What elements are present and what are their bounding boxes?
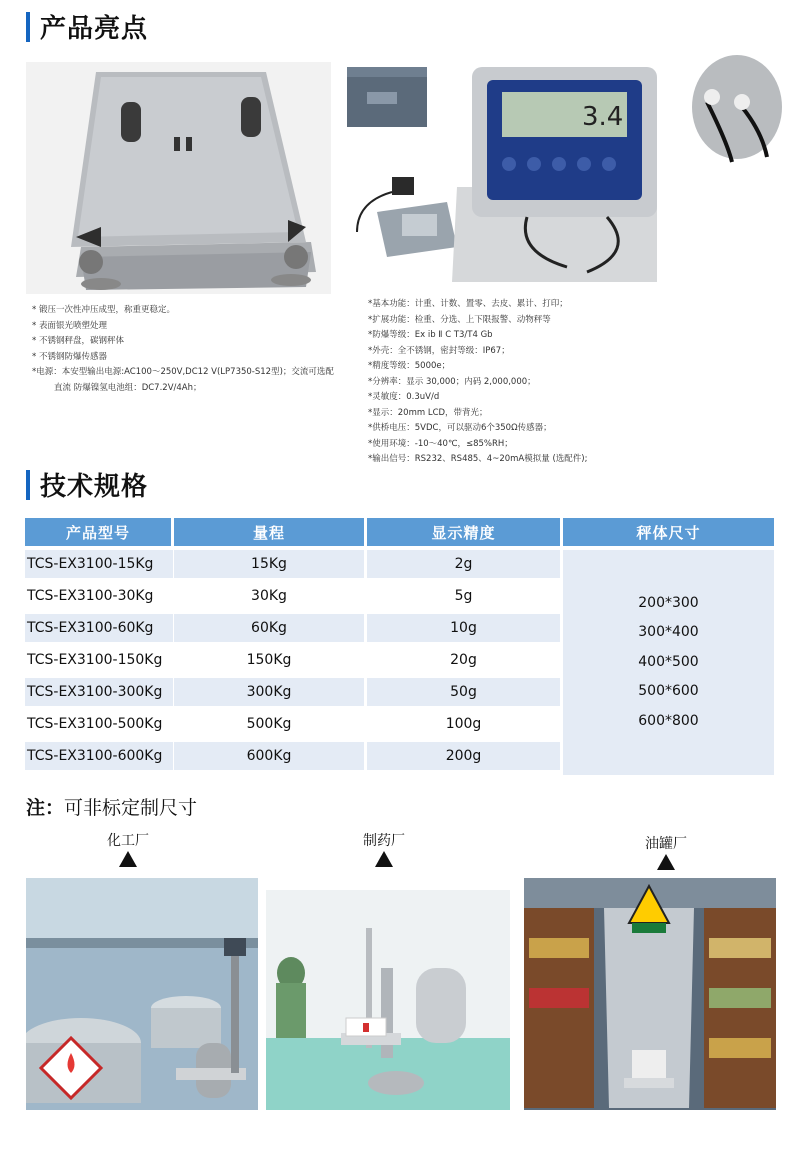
- feature-item: *分辨率：显示 30,000；内码 2,000,000；: [368, 376, 536, 387]
- note-prefix: 注：: [26, 797, 65, 819]
- feature-list-left: [32, 303, 334, 396]
- model-cell: TCS-EX3100-30Kg: [25, 582, 173, 610]
- feature-item: *扩展功能：检重、分选、上下限报警、动物秤等: [368, 314, 551, 325]
- feature-item: *供桥电压：5VDC，可以驱动6个350Ω传感器；: [368, 423, 552, 433]
- model-cell: TCS-EX3100-60Kg: [25, 614, 173, 642]
- precision-cell: 50g: [367, 678, 560, 706]
- capacity-cell: 150Kg: [174, 646, 364, 674]
- feature-item: *显示：20mm LCD，带背光；: [368, 407, 488, 418]
- table-header-precision: 显示精度: [367, 518, 560, 546]
- oil-tank-plant-image: [524, 878, 776, 1110]
- weighing-indicator-image: [337, 52, 782, 282]
- capacity-cell: 15Kg: [174, 550, 364, 578]
- feature-item: *防爆等级：Ex ib Ⅱ C T3/T4 Gb: [368, 330, 493, 340]
- model-cell: TCS-EX3100-500Kg: [25, 710, 173, 738]
- pointer-triangle-icon: [375, 851, 393, 867]
- feature-item: *使用环境：-10～40℃，≤85%RH；: [368, 438, 513, 449]
- platform-scale-image: [26, 62, 331, 294]
- feature-list-right: [368, 297, 587, 468]
- model-cell: TCS-EX3100-15Kg: [25, 550, 173, 578]
- indicator-display-value: 3.4: [582, 102, 624, 132]
- precision-cell: 200g: [367, 742, 560, 770]
- feature-item: *电源：本安型输出电源:AC100～250V,DC12 V(LP7350-S12型)；交流可选配: [32, 367, 334, 377]
- capacity-cell: 60Kg: [174, 614, 364, 642]
- feature-item: *输出信号：RS232、RS485、4~20mA模拟量 (选配件);: [368, 454, 588, 464]
- capacity-cell: 500Kg: [174, 710, 364, 738]
- size-value: 400*500: [638, 653, 699, 670]
- capacity-cell: 300Kg: [174, 678, 364, 706]
- capacity-cell: 30Kg: [174, 582, 364, 610]
- feature-item: * 不锈钢秤盘，碳钢秤体: [32, 336, 124, 346]
- precision-cell: 2g: [367, 550, 560, 578]
- table-header-size: 秤体尺寸: [563, 518, 774, 546]
- feature-item: *精度等级：5000e；: [368, 361, 451, 371]
- feature-item: *外壳：全不锈钢，密封等级：IP67；: [368, 345, 510, 356]
- table-header-capacity: 量程: [174, 518, 364, 546]
- feature-item: * 锻压一次性冲压成型，称重更稳定。: [32, 305, 175, 315]
- precision-cell: 5g: [367, 582, 560, 610]
- feature-item: *基本功能：计重、计数、置零、去皮、累计、打印；: [368, 299, 568, 309]
- precision-cell: 10g: [367, 614, 560, 642]
- precision-cell: 100g: [367, 710, 560, 738]
- platform-sizes-cell: [563, 550, 774, 775]
- model-cell: TCS-EX3100-150Kg: [25, 646, 173, 674]
- capacity-cell: 600Kg: [174, 742, 364, 770]
- feature-item: 直流 防爆镍氢电池组：DC7.2V/4Ah；: [54, 382, 202, 393]
- size-value: 300*400: [638, 624, 699, 641]
- section-title: 技术规格: [40, 472, 149, 502]
- pointer-triangle-icon: [657, 854, 675, 870]
- section-title: 产品亮点: [40, 14, 149, 44]
- size-value: 500*600: [638, 683, 699, 700]
- section-header-highlights: [26, 8, 148, 45]
- table-header-model: 产品型号: [25, 518, 171, 546]
- section-header-specs: [26, 466, 148, 503]
- size-value: 200*300: [638, 594, 699, 611]
- model-cell: TCS-EX3100-300Kg: [25, 678, 173, 706]
- scene-label-pharma: 制药厂: [363, 833, 405, 849]
- custom-size-note: [26, 793, 197, 820]
- pointer-triangle-icon: [119, 851, 137, 867]
- feature-item: *灵敏度：0.3uV/d: [368, 392, 440, 402]
- model-cell: TCS-EX3100-600Kg: [25, 742, 173, 770]
- size-value: 600*800: [638, 712, 699, 729]
- feature-item: * 表面银光喷塑处理: [32, 320, 107, 331]
- note-text: 可非标定制尺寸: [64, 797, 198, 819]
- scene-label-chemical: 化工厂: [107, 833, 149, 849]
- pharma-plant-image: [266, 878, 510, 1110]
- feature-item: * 不锈钢防爆传感器: [32, 351, 107, 362]
- chemical-plant-image: [26, 878, 258, 1110]
- precision-cell: 20g: [367, 646, 560, 674]
- scene-label-oil: 油罐厂: [645, 836, 687, 852]
- section-accent-bar: [26, 470, 30, 500]
- section-accent-bar: [26, 12, 30, 42]
